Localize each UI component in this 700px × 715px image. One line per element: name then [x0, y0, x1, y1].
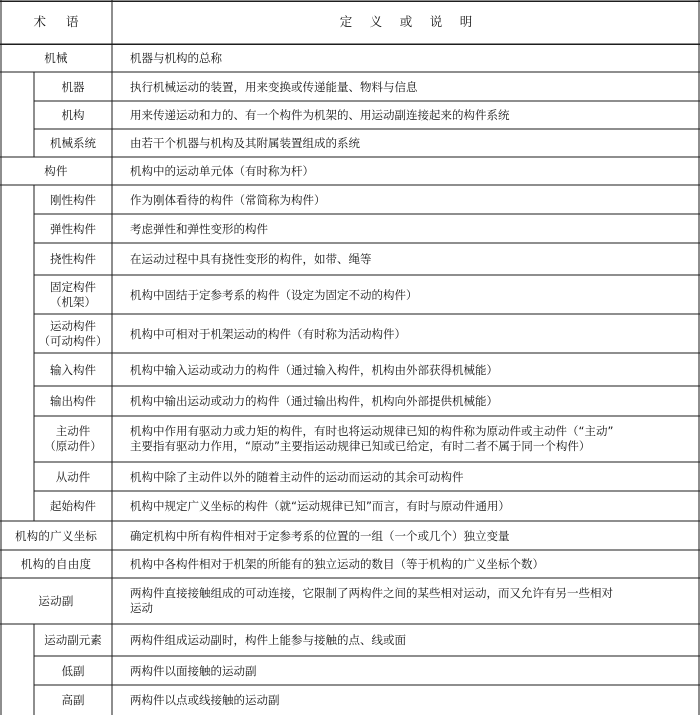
definition-text: 由若干个机器与机构及其附属装置组成的系统 [130, 136, 360, 150]
term-text: 挠性构件 [50, 252, 96, 266]
definition-cell [112, 275, 700, 314]
term-cell [34, 129, 112, 157]
header-definition-cell [112, 0, 700, 44]
definition-cell [112, 386, 700, 416]
definition-cell [112, 462, 700, 491]
definition-cell [112, 243, 700, 275]
definition-cell [112, 578, 700, 624]
term-text: 高副 [61, 693, 85, 707]
definition-cell [112, 491, 700, 521]
term-cell [34, 656, 112, 685]
term-cell [0, 578, 112, 624]
definition-text: 机器与机构的总称 [130, 51, 222, 65]
term-cell [34, 314, 112, 353]
header-definition: 定义或说明 [339, 14, 490, 29]
term-text: 运动副元素 [44, 633, 102, 647]
header-term: 术语 [33, 14, 99, 29]
term-cell [34, 72, 112, 101]
term-text: 机构 [61, 108, 85, 122]
definition-text: 执行机械运动的装置，用来变换或传递能量、物料与信息 [130, 79, 418, 94]
definition-text: 机构中固结于定参考系的构件（设定为固定不动的构件） [130, 287, 418, 302]
term-cell [34, 243, 112, 275]
term-text: 弹性构件 [50, 221, 96, 236]
definition-text: 机构中输出运动或动力的构件（通过输出构件，机构向外部提供机械能） [130, 394, 498, 408]
term-text: 低副 [61, 663, 85, 678]
definition-text: 机构中规定广义坐标的构件（就“运动规律已知”而言，有时与原动件通用） [130, 499, 510, 513]
term-text: 主动件 [55, 424, 91, 438]
term-cell [34, 416, 112, 462]
definition-text: 确定机构中所有构件相对于定参考系的位置的一组（一个或几个）独立变量 [130, 528, 510, 543]
term-cell [0, 550, 112, 578]
definition-text-continued: 主要指有驱动力作用，“原动”主要指运动规律已知或已给定，有时二者不属于同一个构件） [130, 439, 591, 453]
term-note: （原动件） [44, 439, 102, 453]
definition-cell [112, 44, 700, 72]
term-cell [34, 462, 112, 491]
term-text: 机构的广义坐标 [14, 528, 98, 543]
definition-text: 两构件以点或线接触的运动副 [130, 693, 280, 707]
definition-cell [112, 314, 700, 353]
definition-text: 机构中的运动单元体（有时称为杆） [130, 164, 314, 178]
term-cell [34, 214, 112, 243]
definition-text: 作为刚体看待的构件（常简称为构件） [130, 192, 326, 207]
definition-cell [112, 129, 700, 157]
term-text: 起始构件 [50, 499, 96, 513]
term-text: 机器 [61, 79, 85, 94]
term-cell [0, 521, 112, 550]
term-cell [34, 185, 112, 214]
definition-cell [112, 416, 700, 462]
definition-cell [112, 685, 700, 715]
definition-text: 两构件以面接触的运动副 [130, 663, 257, 678]
definition-text-continued: 运动 [130, 601, 153, 615]
term-note: （机架） [50, 294, 96, 309]
term-text: 固定构件 [50, 279, 96, 294]
definition-cell [112, 185, 700, 214]
term-cell [34, 353, 112, 386]
definition-cell [112, 72, 700, 101]
term-text: 输出构件 [50, 394, 96, 408]
term-text: 运动副 [38, 594, 74, 608]
term-cell [0, 157, 112, 185]
term-text: 刚性构件 [50, 192, 96, 207]
definition-text: 两构件直接接触组成的可动连接，它限制了两构件之间的某些相对运动，而又允许有另一些相对 [130, 586, 613, 600]
header-term-cell [0, 0, 112, 44]
definition-cell [112, 624, 700, 656]
definition-cell [112, 353, 700, 386]
definition-cell [112, 157, 700, 185]
term-note: （可动构件） [38, 333, 108, 348]
term-text: 运动构件 [50, 318, 96, 333]
definition-text: 两构件组成运动副时，构件上能参与接触的点、线或面 [130, 633, 406, 647]
definition-cell [112, 101, 700, 129]
term-text: 机械 [44, 51, 68, 65]
definition-cell [112, 550, 700, 578]
term-text: 机构的自由度 [20, 557, 92, 571]
term-cell [34, 685, 112, 715]
term-cell [34, 491, 112, 521]
term-text: 从动件 [55, 469, 91, 484]
definition-text: 用来传递运动和力的、有一个构件为机架的、用运动副连接起来的构件系统 [130, 108, 510, 122]
term-cell [0, 44, 112, 72]
term-text: 机械系统 [50, 136, 96, 150]
term-cell [34, 624, 112, 656]
definition-cell [112, 656, 700, 685]
term-text: 输入构件 [50, 362, 96, 377]
term-text: 构件 [44, 164, 68, 178]
definition-cell [112, 214, 700, 243]
definition-text: 考虑弹性和弹性变形的构件 [130, 221, 268, 236]
term-cell [34, 386, 112, 416]
term-cell [34, 275, 112, 314]
term-cell [34, 101, 112, 129]
definition-text: 机构中各构件相对于机架的所能有的独立运动的数目（等于机构的广义坐标个数） [130, 557, 544, 571]
definition-text: 机构中输入运动或动力的构件（通过输入构件，机构由外部获得机械能） [130, 362, 498, 377]
definition-text: 机构中可相对于机架运动的构件（有时称为活动构件） [130, 326, 406, 341]
definition-text: 机构中作用有驱动力或力矩的构件，有时也将运动规律已知的构件称为原动件或主动件（“主动” [130, 424, 614, 438]
definition-text: 机构中除了主动件以外的随着主动件的运动而运动的其余可动构件 [130, 469, 464, 484]
definition-text: 在运动过程中具有挠性变形的构件，如带、绳等 [130, 252, 372, 266]
definition-cell [112, 521, 700, 550]
